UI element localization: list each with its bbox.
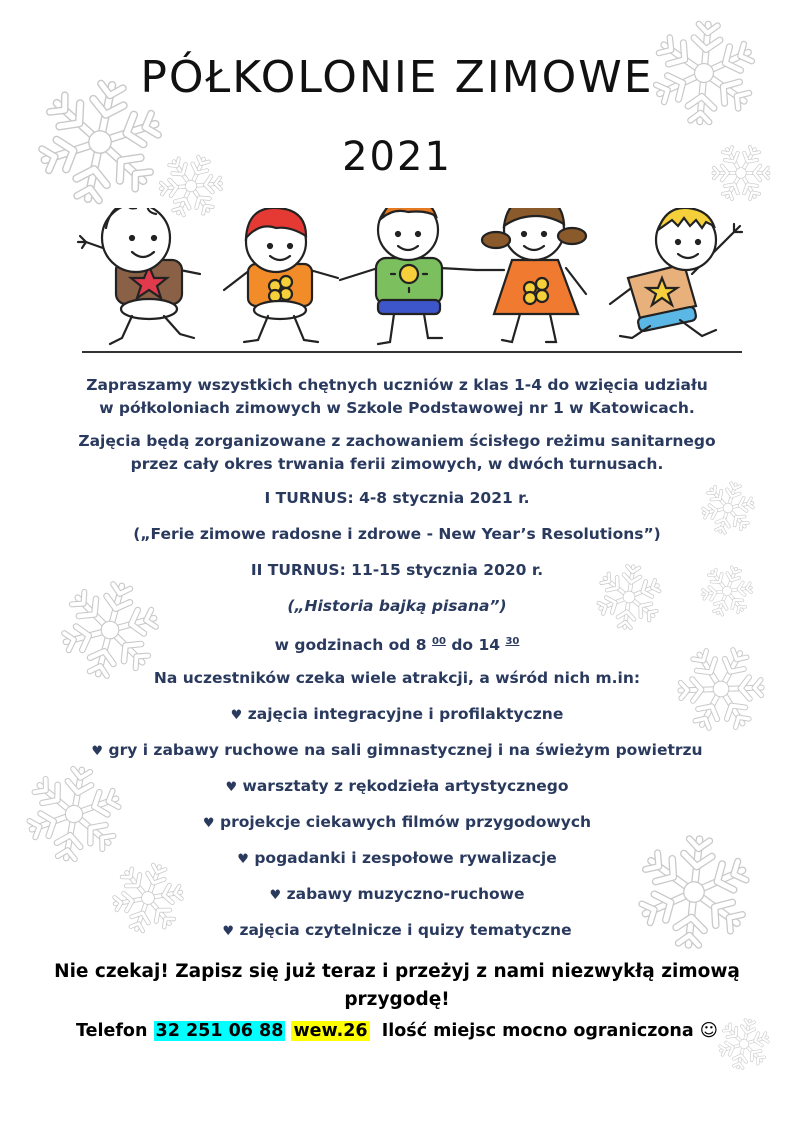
attraction-item: ♥ projekcje ciekawych filmów przygodowych bbox=[202, 813, 592, 831]
phone-label: Telefon bbox=[75, 1021, 148, 1041]
intro-line: Zapraszamy wszystkich chętnych uczniów z klas 1-4 do wzięcia udziału bbox=[86, 376, 708, 394]
call-to-action: Nie czekaj! Zapisz się już teraz i przeżyj z nami niezwykłą zimową przygodę! bbox=[54, 961, 740, 1010]
flyer-body bbox=[40, 374, 754, 948]
child-figure bbox=[610, 208, 742, 338]
child-figure bbox=[476, 208, 586, 342]
attraction-item: ♥ pogadanki i zespołowe rywalizacje bbox=[237, 849, 557, 867]
phone-extension: wew.26 bbox=[293, 1021, 368, 1041]
hours-start-minutes: 00 bbox=[431, 636, 446, 647]
attractions-intro: Na uczestników czeka wiele atrakcji, a wśród nich m.in: bbox=[153, 669, 641, 687]
attraction-item: ♥ warsztaty z rękodzieła artystycznego bbox=[225, 777, 569, 795]
turnus-1-theme: („Ferie zimowe radosne i zdrowe - New Year’s Resolutions”) bbox=[133, 525, 661, 543]
turnus-1-dates: I TURNUS: 4-8 stycznia 2021 r. bbox=[264, 489, 530, 507]
child-figure bbox=[340, 208, 476, 344]
sanitary-line: Zajęcia będą zorganizowane z zachowaniem ścisłego reżimu sanitarnego bbox=[78, 432, 716, 450]
heart-icon: ♥ bbox=[222, 924, 235, 939]
smiley-icon: ☺ bbox=[699, 1021, 719, 1041]
attraction-item: ♥ zabawy muzyczno-ruchowe bbox=[269, 885, 525, 903]
turnus-2-theme: („Historia bajką pisana”) bbox=[287, 597, 507, 615]
page-title: PÓŁKOLONIE ZIMOWE bbox=[140, 52, 654, 103]
limited-places-note: Ilość miejsc mocno ograniczona bbox=[381, 1021, 694, 1041]
heart-icon: ♥ bbox=[202, 816, 215, 831]
hours-end-minutes: 30 bbox=[505, 636, 520, 647]
contact-line bbox=[0, 1021, 794, 1041]
hours-mid: do 14 bbox=[451, 636, 501, 655]
turnus-2-dates: II TURNUS: 11-15 stycznia 2020 r. bbox=[250, 561, 544, 579]
children-illustration bbox=[72, 208, 752, 360]
heart-icon: ♥ bbox=[237, 852, 249, 867]
heart-icon: ♥ bbox=[91, 744, 104, 759]
intro-line: w półkoloniach zimowych w Szkole Podstawowej nr 1 w Katowicach. bbox=[99, 399, 695, 417]
sanitary-line: przez cały okres trwania ferii zimowych, w dwóch turnusach. bbox=[130, 455, 664, 473]
phone-number[interactable]: 32 251 06 88 bbox=[155, 1021, 284, 1041]
child-figure bbox=[224, 208, 338, 342]
child-figure bbox=[78, 208, 200, 344]
heart-icon: ♥ bbox=[230, 708, 243, 723]
attraction-item: ♥ zajęcia czytelnicze i quizy tematyczne bbox=[222, 921, 572, 939]
attraction-item: ♥ zajęcia integracyjne i profilaktyczne bbox=[230, 705, 564, 723]
heart-icon: ♥ bbox=[269, 888, 282, 903]
hours-prefix: w godzinach od 8 bbox=[274, 636, 427, 655]
hours-line bbox=[40, 624, 754, 660]
page-title-year: 2021 bbox=[342, 134, 452, 180]
attraction-item: ♥ gry i zabawy ruchowe na sali gimnastycznej i na świeżym powietrzu bbox=[91, 741, 703, 759]
heart-icon: ♥ bbox=[225, 780, 238, 795]
